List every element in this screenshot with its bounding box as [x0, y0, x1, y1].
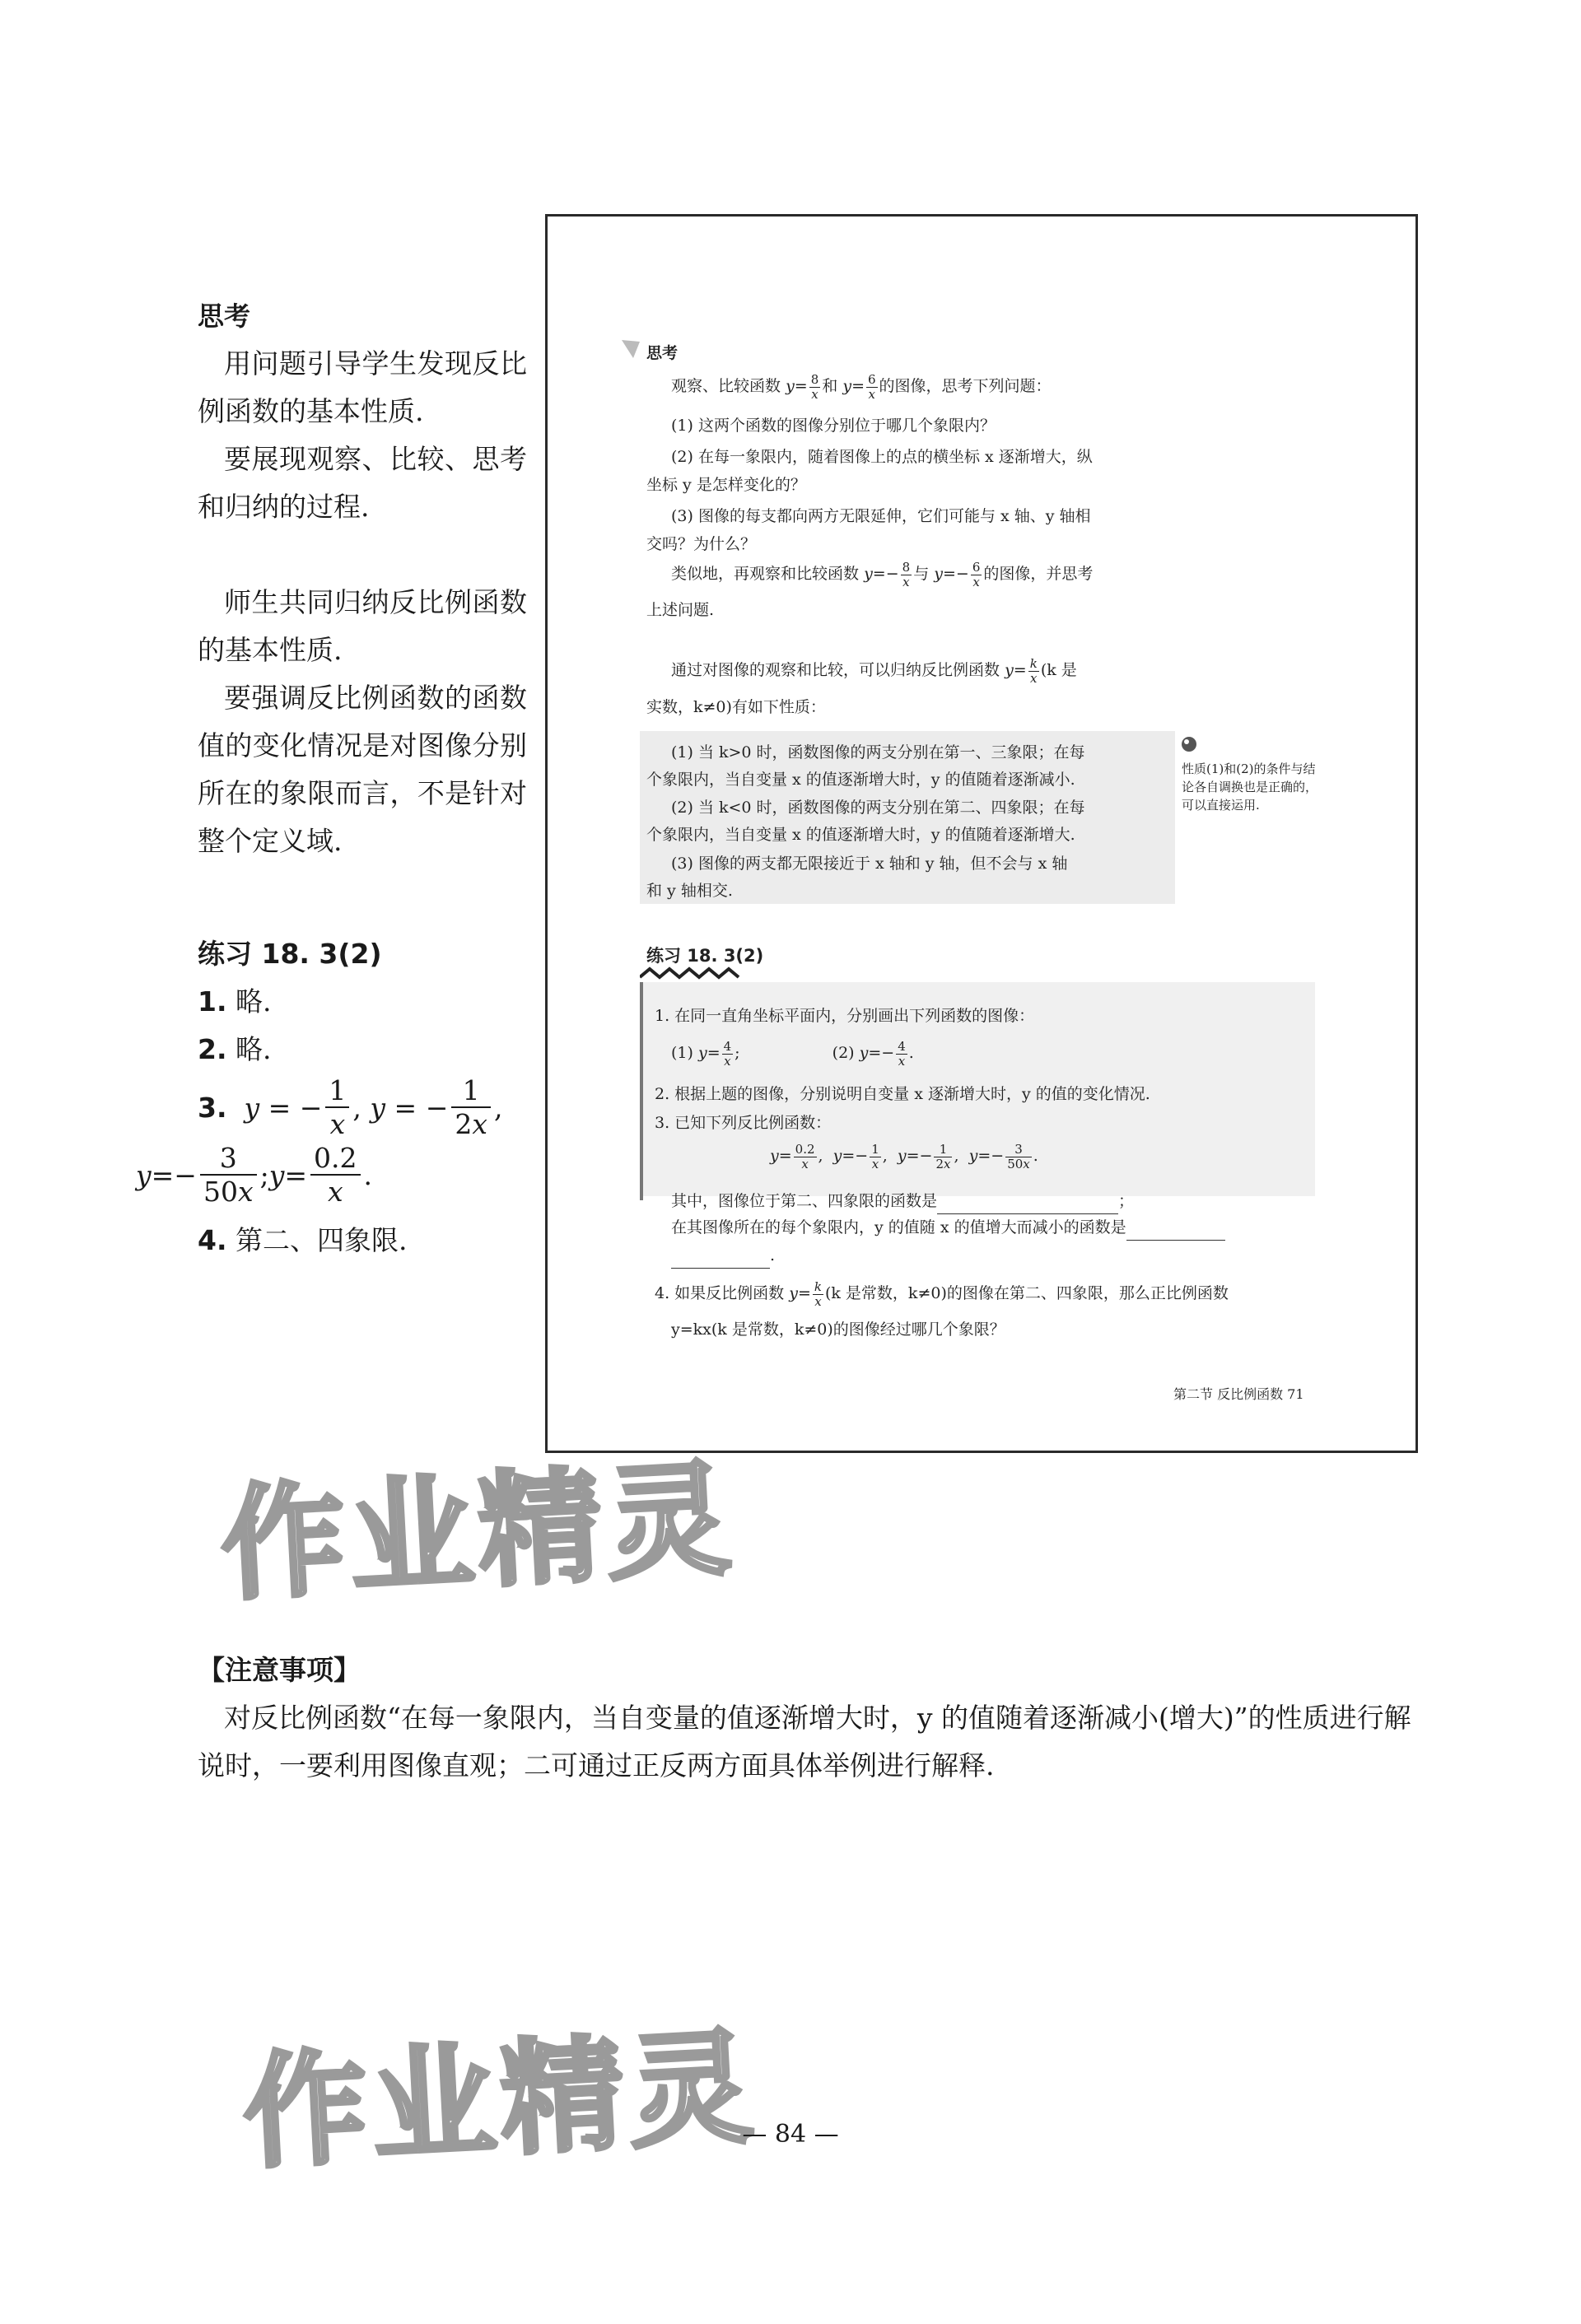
notes-title: 【注意事项】 [198, 1654, 361, 1686]
book-ex3-q1: 其中，图像位于第二、四象限的函数是 ； [671, 1188, 1134, 1214]
answer-4: 4. 第二、四象限. [198, 1224, 408, 1256]
note-p4: 要强调反比例函数的函数值的变化情况是对图像分别所在的象限而言，不是针对整个定义域. [198, 682, 527, 857]
zigzag-decoration [640, 966, 763, 984]
answers-title: 练习 18. 3(2) [198, 938, 382, 970]
book-ex4: 4. 如果反比例函数 y= $\frac{k}{x}$ (k 是常数，k≠0)的图像在第二、四象限，那么正比例函数 [655, 1278, 1229, 1309]
notes-text: 对反比例函数“在每一象限内，当自变量的值逐渐增大时，y 的值随着逐渐减小(增大)”的性质进行解说时，一要利用图像直观；二可通过正反两方面具体举例进行解释. [198, 1702, 1411, 1781]
book-q1: (1) 这两个函数的图像分别位于哪几个象限内？ [671, 417, 996, 435]
book-ex1: 1. 在同一直角坐标平面内，分别画出下列函数的图像： [655, 1007, 1035, 1025]
book-ex3-q2-blank: . [671, 1242, 775, 1269]
note-p3: 师生共同归纳反比例函数的基本性质. [198, 586, 527, 666]
book-prop2b: 个象限内，当自变量 x 的值逐渐增大时，y 的值随着逐渐增大. [646, 826, 1075, 844]
think-heading: 思考 [198, 300, 251, 332]
book-q2b: 坐标 y 是怎样变化的？ [646, 476, 806, 494]
book-similar: 类似地，再观察和比较函数 y=− $\frac{8}{x}$ 与 y=− $\frac{6}{x}$ 的图像，并思考 [671, 559, 1094, 589]
book-q2a: (2) 在每一象限内，随着图像上的点的横坐标 x 逐渐增大，纵 [671, 448, 1093, 466]
book-general: 通过对图像的观察和比较，可以归纳反比例函数 y= $\frac{k}{x}$ (k 是 [671, 655, 1077, 686]
teacher-notes [198, 292, 527, 865]
answer-1: 1. 略. [198, 985, 272, 1018]
note-p2: 要展现观察、比较、思考和归纳的过程. [198, 443, 527, 523]
note-bulb-icon [1180, 735, 1198, 753]
book-prop3a: (3) 图像的两支都无限接近于 x 轴和 y 轴，但不会与 x 轴 [671, 855, 1068, 873]
book-prop1a: (1) 当 k>0 时，函数图像的两支分别在第一、三象限；在每 [671, 743, 1085, 761]
book-ex3: 3. 已知下列反比例函数： [655, 1114, 832, 1132]
book-footer: 第二节 反比例函数 71 [1173, 1386, 1304, 1402]
book-ex1-funcs: (1) y= $\frac{4}{x}$ ; (2) y=− $\frac{4}{x}$ . [671, 1038, 914, 1069]
book-ex3-funcs: y= $\frac{0.2}{x}$ , y=− $\frac{1}{x}$ , y=− $\frac{1}{2x}$ , y=− $\frac{3}{50x}$ . [770, 1141, 1038, 1171]
textbook-page-thumbnail [545, 214, 1418, 1453]
watermark-bottom: 作业精灵 [240, 2015, 761, 2187]
book-prop1b: 个象限内，当自变量 x 的值逐渐增大时，y 的值随着逐渐减小. [646, 771, 1075, 789]
book-q3a: (3) 图像的每支都向两方无限延伸，它们可能与 x 轴、y 轴相 [671, 507, 1091, 525]
answer-3-line1: 3. y = − $\frac{1}{x}$ , y = − $\frac{1}{2x}$ , [198, 1074, 503, 1140]
book-general-end: 实数，k≠0)有如下性质： [646, 698, 826, 716]
answer-2: 2. 略. [198, 1033, 272, 1065]
book-prop3b: 和 y 轴相交. [646, 882, 733, 900]
book-q3b: 交吗？为什么？ [646, 535, 757, 553]
book-similar-end: 上述问题. [646, 601, 715, 619]
watermark-top: 作业精灵 [217, 1447, 739, 1618]
notes-section [198, 1646, 1416, 1790]
book-ex4-end: y=kx(k 是常数，k≠0)的图像经过哪几个象限？ [671, 1320, 1005, 1339]
exercise-answers [136, 930, 543, 1264]
note-p1: 用问题引导学生发现反比例函数的基本性质. [198, 347, 527, 427]
book-think-title: 思考 [646, 344, 679, 362]
exercise-bar [640, 982, 643, 1200]
book-exercise-title: 练习 18. 3(2) [646, 946, 764, 966]
book-side-note: 性质(1)和(2)的条件与结论各自调换也是正确的，可以直接运用. [1182, 761, 1318, 813]
answer-3-line2: y =− $\frac{3}{50x}$ ; y = $\frac{0.2}{x}$ . [136, 1142, 373, 1208]
book-intro: 观察、比较函数 y= $\frac{8}{x}$ 和 y= $\frac{6}{x}$ 的图像，思考下列问题： [671, 371, 1052, 402]
book-ex3-q2: 在其图像所在的每个象限内，y 的值随 x 的值增大而减小的函数是 [671, 1214, 1225, 1241]
book-prop2a: (2) 当 k<0 时，函数图像的两支分别在第二、四象限；在每 [671, 799, 1085, 817]
think-icon [620, 338, 641, 360]
page-number: — 84 — [742, 2120, 839, 2149]
book-ex2: 2. 根据上题的图像，分别说明自变量 x 逐渐增大时，y 的值的变化情况. [655, 1085, 1150, 1103]
